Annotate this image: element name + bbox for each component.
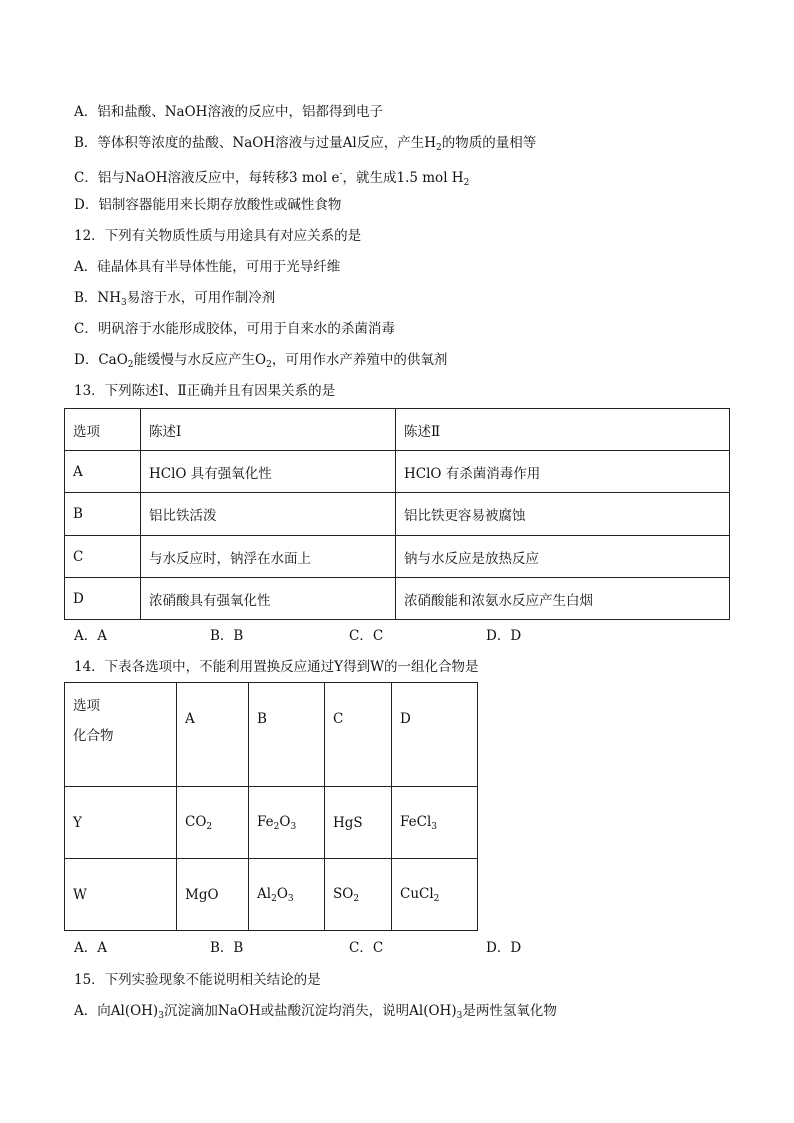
table-row (65, 451, 730, 493)
table-header-cell: B (249, 683, 325, 787)
table-cell: 浓硝酸具有强氧化性 (141, 578, 396, 620)
q11-option-d: D．铝制容器能用来长期存放酸性或碱性食物 (74, 197, 342, 213)
q14-stem: 14．下表各选项中，不能利用置换反应通过Y得到W的一组化合物是 (74, 659, 479, 675)
q12-stem: 12．下列有关物质性质与用途具有对应关系的是 (74, 228, 362, 244)
table-header-cell: 陈述Ⅰ (141, 409, 396, 451)
table-header-cell: D (392, 683, 478, 787)
q13-choice-d: D．D (486, 628, 522, 644)
table-cell: FeCl$_3$ (392, 787, 478, 859)
table-row (65, 578, 730, 620)
table-header-cell: 陈述Ⅱ (396, 409, 730, 451)
table-cell: $Fe_2O_3$ (249, 787, 325, 859)
table-cell: D (65, 578, 141, 620)
table-row (65, 859, 478, 931)
table-cell: HClO 有杀菌消毒作用 (396, 451, 730, 493)
q11-option-c: C．铝与NaOH溶液反应中，每转移3 mol e-，就生成1.5 mol $H_2$ (74, 169, 470, 188)
q12-option-d: D．CaO$_2$能缓慢与水反应产生$O_2$，可用作水产养殖中的供氧剂 (74, 352, 448, 370)
table-header-cell: A (177, 683, 249, 787)
q14-choices (74, 938, 554, 958)
q13-table (64, 408, 730, 620)
table-cell: 浓硝酸能和浓氨水反应产生白烟 (396, 578, 730, 620)
table-cell: B (65, 493, 141, 536)
q13-choices (74, 626, 554, 646)
q14-table (64, 682, 478, 931)
table-cell: CuCl$_2$ (392, 859, 478, 931)
table-row (65, 536, 730, 578)
q13-choice-a: A．A (74, 628, 107, 644)
table-cell: $Al_2O_3$ (249, 859, 325, 931)
q15-stem: 15．下列实验现象不能说明相关结论的是 (74, 972, 321, 988)
table-row (65, 409, 730, 451)
table-row (65, 787, 478, 859)
table-cell: 铝比铁活泼 (141, 493, 396, 536)
q14-choice-b: B．B (210, 940, 244, 956)
table-cell: HgS (325, 787, 392, 859)
q12-option-a: A．硅晶体具有半导体性能，可用于光导纤维 (74, 259, 341, 275)
q14-choice-a: A．A (74, 940, 107, 956)
table-cell: HClO 具有强氧化性 (141, 451, 396, 493)
table-cell: $SO_2$ (325, 859, 392, 931)
table-cell: MgO (177, 859, 249, 931)
table-header-cell: 选项 (65, 409, 141, 451)
q12-option-c: C．明矾溶于水能形成胶体，可用于自来水的杀菌消毒 (74, 321, 395, 337)
table-cell: 钠与水反应是放热反应 (396, 536, 730, 578)
table-row (65, 493, 730, 536)
table-cell: Y (65, 787, 177, 859)
table-cell: 与水反应时，钠浮在水面上 (141, 536, 396, 578)
q15-option-a: A．向$Al(OH)_3$沉淀滴加NaOH或盐酸沉淀均消失，说明$Al(OH)_3$是两性氢氧化物 (74, 1003, 557, 1021)
table-header-cell (65, 683, 177, 787)
q13-choice-b: B．B (210, 628, 244, 644)
q14-choice-c: C．C (349, 940, 384, 956)
table-header-cell: C (325, 683, 392, 787)
table-cell: C (65, 536, 141, 578)
table-row (65, 683, 478, 787)
table-cell: A (65, 451, 141, 493)
header-compound-label: 化合物 (73, 728, 114, 744)
table-cell: W (65, 859, 177, 931)
table-cell: $CO_2$ (177, 787, 249, 859)
q13-stem: 13．下列陈述Ⅰ、Ⅱ正确并且有因果关系的是 (74, 383, 336, 399)
q14-choice-d: D．D (486, 940, 522, 956)
header-option-label: 选项 (73, 698, 100, 714)
q11-option-a: A．铝和盐酸、NaOH溶液的反应中，铝都得到电子 (74, 104, 383, 120)
q13-choice-c: C．C (349, 628, 384, 644)
q12-option-b: B．$NH_3$易溶于水，可用作制冷剂 (74, 290, 276, 308)
table-cell: 铝比铁更容易被腐蚀 (396, 493, 730, 536)
q11-option-b: B．等体积等浓度的盐酸、NaOH溶液与过量Al反应，产生$H_2$的物质的量相等 (74, 135, 537, 153)
